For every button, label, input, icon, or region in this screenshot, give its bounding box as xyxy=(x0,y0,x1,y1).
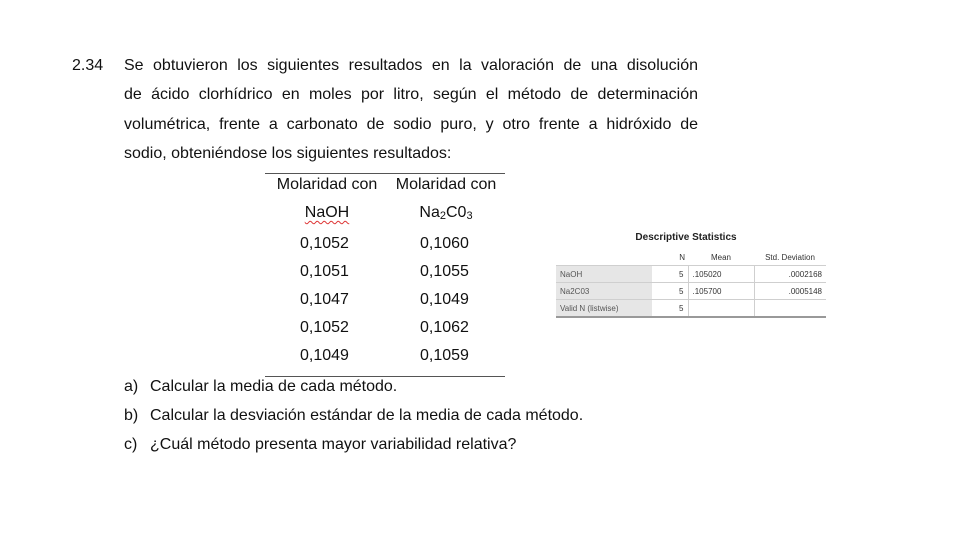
data-cell-r3-na2co3: 0,1049 xyxy=(420,291,469,308)
header-na2co3-line2 xyxy=(390,204,502,222)
spss-sd xyxy=(754,300,826,318)
problem-text-line-1: Se obtuvieron los siguientes resultados en la valoración de una disolución xyxy=(124,57,698,74)
spss-header-row xyxy=(556,249,826,266)
data-cell-r5-naoh: 0,1049 xyxy=(300,347,349,364)
header-na2co3-line1: Molaridad con xyxy=(395,176,497,193)
data-cell-r1-naoh: 0,1052 xyxy=(300,235,349,252)
formula-co: C0 xyxy=(446,204,467,221)
naoh-label: NaOH xyxy=(304,204,350,221)
spss-output-table xyxy=(556,232,826,318)
spss-row-na2co3 xyxy=(556,283,826,300)
problem-text-line-3: volumétrica, frente a carbonato de sodio puro, y otro frente a hidróxido de xyxy=(124,116,698,133)
question-b-text: Calcular la desviación estándar de la media de cada método. xyxy=(150,407,584,424)
question-a-text: Calcular la media de cada método. xyxy=(150,378,398,395)
question-c-label: c) xyxy=(124,436,138,453)
spss-sd: .0005148 xyxy=(754,283,826,300)
formula-sub-3: 3 xyxy=(466,210,473,222)
spss-col-mean: Mean xyxy=(710,252,731,262)
question-c xyxy=(124,436,516,454)
spss-row-label: Valid N (listwise) xyxy=(556,300,652,318)
data-cell-r4-naoh: 0,1052 xyxy=(300,319,349,336)
spss-row-naoh xyxy=(556,266,826,283)
spss-n: 5 xyxy=(652,283,688,300)
header-naoh-line2 xyxy=(271,204,383,222)
problem-text-line-2: de ácido clorhídrico en moles por litro, según el método de determinación xyxy=(124,86,698,103)
problem-text-line-4: sodio, obteniéndose los siguientes resultados: xyxy=(124,145,452,162)
spss-mean: .105700 xyxy=(688,283,754,300)
question-b-label: b) xyxy=(124,407,139,424)
spss-n: 5 xyxy=(652,300,688,318)
spss-row-label: Na2C03 xyxy=(556,283,652,300)
data-cell-r2-naoh: 0,1051 xyxy=(300,263,349,280)
header-naoh-line1: Molaridad con xyxy=(276,176,378,193)
spss-mean xyxy=(688,300,754,318)
spss-col-sd: Std. Deviation xyxy=(765,252,815,262)
spss-title: Descriptive Statistics xyxy=(635,232,737,243)
question-a xyxy=(124,378,397,396)
spss-sd: .0002168 xyxy=(754,266,826,283)
data-cell-r2-na2co3: 0,1055 xyxy=(420,263,469,280)
spss-row-label: NaOH xyxy=(556,266,652,283)
data-table-top-rule xyxy=(265,173,505,174)
formula-na: Na xyxy=(419,204,440,221)
spss-row-valid-n xyxy=(556,300,826,318)
question-c-text: ¿Cuál método presenta mayor variabilidad relativa? xyxy=(150,436,517,453)
data-cell-r3-naoh: 0,1047 xyxy=(300,291,349,308)
spss-col-blank xyxy=(556,249,652,266)
problem-number: 2.34 xyxy=(72,57,104,74)
spss-mean: .105020 xyxy=(688,266,754,283)
data-cell-r1-na2co3: 0,1060 xyxy=(420,235,469,252)
data-cell-r4-na2co3: 0,1062 xyxy=(420,319,469,336)
spss-col-n: N xyxy=(679,252,685,262)
data-cell-r5-na2co3: 0,1059 xyxy=(420,347,469,364)
spss-descriptives-table xyxy=(556,249,826,318)
question-b xyxy=(124,407,583,425)
question-a-label: a) xyxy=(124,378,139,395)
spss-n: 5 xyxy=(652,266,688,283)
formula-sub-2: 2 xyxy=(439,210,446,222)
data-table-bottom-rule xyxy=(265,376,505,377)
